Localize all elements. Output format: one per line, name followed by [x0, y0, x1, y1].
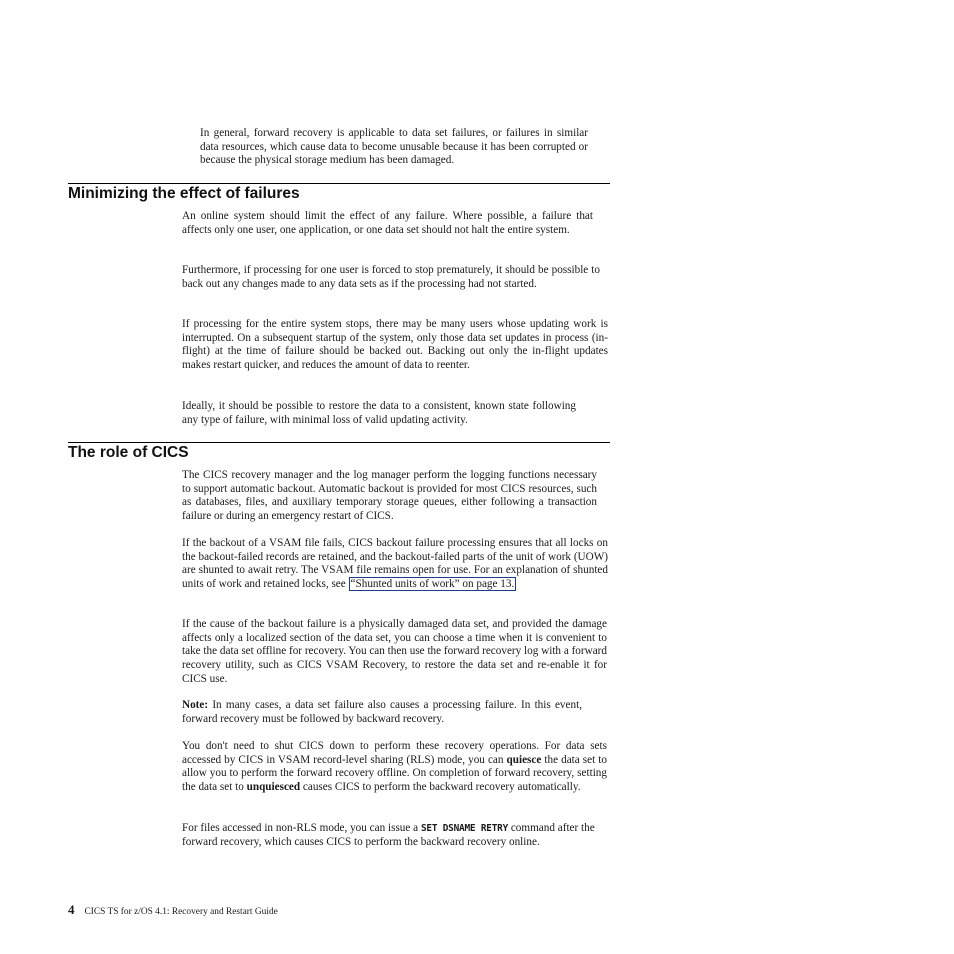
paragraph-text: command after the forward recovery, which causes CICS to perform the backward recovery online.	[182, 822, 595, 848]
note-text: In many cases, a data set failure also causes a processing failure. In this event, forward recovery must be followed by backward recovery.	[182, 699, 582, 725]
paragraph-quiesce	[182, 740, 607, 795]
paragraph-text: You don't need to shut CICS down to perform these recovery operations. For data sets accessed by CICS in VSAM record-level sharing (RLS) mode, you can	[182, 740, 607, 766]
section-rule	[68, 442, 610, 443]
section-heading-minimizing: Minimizing the effect of failures	[68, 185, 300, 202]
note-label: Note:	[182, 699, 209, 711]
paragraph: Furthermore, if processing for one user is forced to stop prematurely, it should be possible to back out any changes made to any data sets as if the processing had not started.	[182, 264, 600, 290]
section-heading-role-of-cics: The role of CICS	[68, 444, 189, 461]
quiesce-term: quiesce	[506, 753, 542, 766]
paragraph: An online system should limit the effect of any failure. Where possible, a failure that affects only one user, one application, or one data set should not halt the entire system.	[182, 210, 593, 236]
paragraph: The CICS recovery manager and the log manager perform the logging functions necessary to support automatic backout. Automatic backout is provided for most CICS resources, such as databases, files, and auxiliary temporary storage queues, either following a transaction failure or during an emergency restart of CICS.	[182, 469, 597, 523]
book-title: CICS TS for z/OS 4.1: Recovery and Restart Guide	[84, 907, 278, 917]
paragraph-backout	[182, 537, 608, 592]
paragraph-text: causes CICS to perform the backward recovery automatically.	[300, 781, 581, 794]
unquiesced-term: unquiesced	[246, 781, 301, 794]
set-dsname-retry-command: SET DSNAME RETRY	[420, 823, 509, 834]
paragraph: If processing for the entire system stops, there may be many users whose updating work is interrupted. On a subsequent startup of the system, only those data set updates in process (in-flight) at the time of failure should be backed out. Backing out only the in-flight updates makes restart quicker, and reduces the amount of data to reenter.	[182, 318, 608, 372]
paragraph: Ideally, it should be possible to restore the data to a consistent, known state following any type of failure, with minimal loss of valid updating activity.	[182, 400, 576, 426]
paragraph-text: If the backout of a VSAM file fails, CICS backout failure processing ensures that all locks on the backout-failed records are retained, and the backout-failed parts of the unit of work (UOW) are shunted to await retry. The VSAM file remains open for use. For an explanation of shunted units of work and retained locks, see	[182, 537, 608, 591]
shunted-units-of-work-link[interactable]: “Shunted units of work” on page 13.	[350, 578, 515, 591]
paragraph-text: For files accessed in non-RLS mode, you can issue a	[182, 822, 421, 834]
page-number: 4	[68, 902, 75, 917]
paragraph: If the cause of the backout failure is a physically damaged data set, and provided the damage affects only a localized section of the data set, you can choose a time when it is convenient to take the data set offline for recovery. You can then use the forward recovery log with a forward recovery utility, such as CICS VSAM Recovery, to restore the data set and re-enable it for CICS use.	[182, 618, 607, 685]
intro-paragraph: In general, forward recovery is applicable to data set failures, or failures in similar data resources, which cause data to become unusable because it has been corrupted or because the physical storage medium has been damaged.	[200, 127, 588, 167]
paragraph-set-dsname	[182, 822, 598, 849]
note-paragraph	[182, 699, 582, 726]
paragraph-text: the data set to allow you to perform the forward recovery offline. On completion of forward recovery, setting the data set to	[182, 753, 607, 794]
section-rule	[68, 183, 610, 184]
page-footer	[68, 901, 278, 919]
